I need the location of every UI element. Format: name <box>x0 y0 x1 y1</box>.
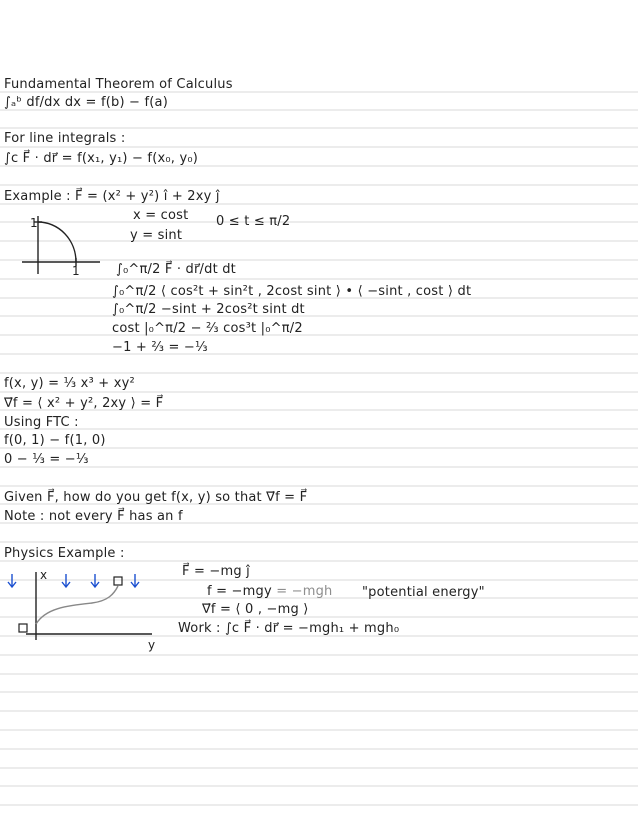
ftc-formula: ∫ₐᵇ df/dx dx = f(b) − f(a) <box>4 95 168 110</box>
integral-step-2: ∫₀^π/2 ⟨ cos²t + sin²t , 2cost sint ⟩ • ⟨ −sint , cost ⟩ dt <box>112 284 472 299</box>
using-ftc: Using FTC : <box>4 415 79 430</box>
note: Note : not every F⃗ has an f <box>4 509 183 524</box>
ftc-title: Fundamental Theorem of Calculus <box>4 77 233 92</box>
ftc-result: 0 − ⅓ = −⅓ <box>4 452 89 467</box>
physics-title: Physics Example : <box>4 546 125 561</box>
path-curve <box>36 586 118 624</box>
line-integral-title: For line integrals : <box>4 131 126 146</box>
physics-force: F⃗ = −mg ĵ <box>182 564 250 579</box>
physics-gradient: ∇⃗f = ⟨ 0 , −mg ⟩ <box>202 602 309 617</box>
start-box <box>19 624 27 632</box>
graph1-y-tick: 1 <box>30 216 38 230</box>
integral-step-4: cost |₀^π/2 − ⅔ cos³t |₀^π/2 <box>112 321 303 336</box>
gradient-f: ∇⃗f = ⟨ x² + y², 2xy ⟩ = F⃗ <box>4 396 164 411</box>
physics-f-gray: = −mgh <box>276 584 333 599</box>
ftc-evaluation: f(0, 1) − f(1, 0) <box>4 433 106 448</box>
physics-work: Work : ∫c F⃗ · dr⃗ = −mgh₁ + mgh₀ <box>178 621 400 636</box>
integral-step-1: ∫₀^π/2 F⃗ · dr⃗/dt dt <box>116 262 236 277</box>
graph2-axis-label-x: x <box>40 568 48 582</box>
physics-f <box>207 584 332 600</box>
x-param: x = cost <box>133 208 189 223</box>
graph2-axis-label-y: y <box>148 638 156 652</box>
graph1-x-tick: 1 <box>72 264 80 278</box>
potential-energy-note: "potential energy" <box>362 585 485 600</box>
line-integral-formula: ∫c F⃗ · dr⃗ = f(x₁, y₁) − f(x₀, y₀) <box>4 151 199 166</box>
physics-f-main: f = −mgy <box>207 584 272 599</box>
f-definition: f(x, y) = ⅓ x³ + xy² <box>4 376 135 391</box>
integral-step-5: −1 + ⅔ = −⅓ <box>112 340 208 355</box>
given-question: Given F⃗, how do you get f(x, y) so that ∇⃗f = F⃗ <box>4 490 308 505</box>
end-box <box>114 577 122 585</box>
y-param: y = sint <box>130 228 183 243</box>
t-range: 0 ≤ t ≤ π/2 <box>216 214 291 229</box>
example-heading: Example : F⃗ = (x² + y²) î + 2xy ĵ <box>4 189 220 204</box>
integral-step-3: ∫₀^π/2 −sint + 2cos²t sint dt <box>112 302 305 317</box>
